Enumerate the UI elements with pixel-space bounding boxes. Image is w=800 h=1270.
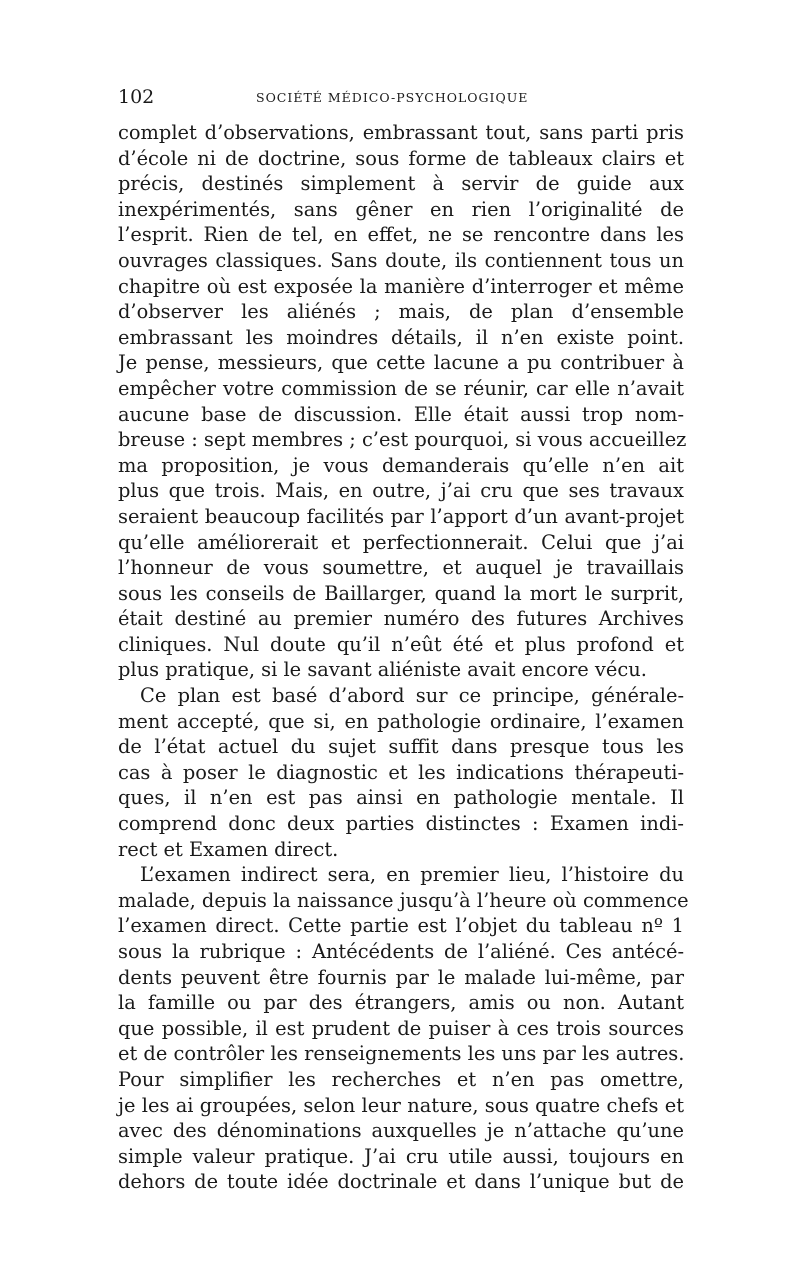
text-line: Je pense, messieurs, que cette lacune a pu contribuer à bbox=[118, 351, 684, 375]
text-line: cliniques. Nul doute qu’il n’eût été et plus profond et bbox=[118, 632, 684, 656]
text-line: complet d’observations, embrassant tout, sans parti pris bbox=[118, 121, 684, 144]
text-line: l’examen direct. Cette partie est l’objet du tableau nº 1 bbox=[118, 914, 684, 938]
page-number: 102 bbox=[118, 86, 155, 108]
text-line: empêcher votre commission de se réunir, car elle n’avait bbox=[118, 376, 684, 400]
text-line: que possible, il est prudent de puiser à ces trois sources bbox=[118, 1016, 684, 1040]
text-line: cas à poser le diagnostic et les indications thérapeuti- bbox=[118, 760, 684, 784]
text-line: avec des dénominations auxquelles je n’attache qu’une bbox=[118, 1119, 684, 1143]
text-line: chapitre où est exposée la manière d’interroger et même bbox=[118, 274, 684, 298]
text-line: sous les conseils de Baillarger, quand la mort le surprit, bbox=[118, 581, 684, 605]
text-line: Pour simplifier les recherches et n’en pas omettre, bbox=[118, 1067, 684, 1091]
running-title: SOCIÉTÉ MÉDICO-PSYCHOLOGIQUE bbox=[256, 90, 529, 105]
text-line: d’observer les aliénés ; mais, de plan d’ensemble bbox=[118, 300, 684, 324]
body-text bbox=[118, 120, 689, 1195]
text-line: dehors de toute idée doctrinale et dans l’unique but de bbox=[118, 1170, 684, 1194]
text-line: simple valeur pratique. J’ai cru utile aussi, toujours en bbox=[118, 1144, 684, 1168]
text-line: L’examen indirect sera, en premier lieu, l’histoire du bbox=[140, 863, 684, 887]
text-line: la famille ou par des étrangers, amis ou non. Autant bbox=[118, 991, 684, 1015]
text-line: ment accepté, que si, en pathologie ordinaire, l’examen bbox=[118, 709, 684, 733]
text-line: plus pratique, si le savant aliéniste avait encore vécu. bbox=[118, 658, 647, 682]
text-line: l’honneur de vous soumettre, et auquel je travaillais bbox=[118, 556, 684, 580]
text-line: breuse : sept membres ; c’est pourquoi, si vous accueillez bbox=[118, 428, 687, 452]
text-line: plus que trois. Mais, en outre, j’ai cru que ses travaux bbox=[118, 479, 684, 503]
text-line: Ce plan est basé d’abord sur ce principe, générale- bbox=[140, 684, 684, 708]
text-line: inexpérimentés, sans gêner en rien l’originalité de bbox=[118, 197, 684, 221]
text-line: malade, depuis la naissance jusqu’à l’heure où commence bbox=[118, 888, 689, 912]
text-line: et de contrôler les renseignements les uns par les autres. bbox=[118, 1042, 685, 1066]
text-line: était destiné au premier numéro des futures Archives bbox=[118, 607, 684, 631]
text-line: embrassant les moindres détails, il n’en existe point. bbox=[118, 325, 684, 349]
text-line: aucune base de discussion. Elle était aussi trop nom- bbox=[118, 402, 684, 426]
text-line: rect et Examen direct. bbox=[118, 837, 339, 861]
text-line: ouvrages classiques. Sans doute, ils contiennent tous un bbox=[118, 248, 684, 272]
text-line: ma proposition, je vous demanderais qu’elle n’en ait bbox=[118, 453, 684, 477]
text-line: l’esprit. Rien de tel, en effet, ne se rencontre dans les bbox=[118, 223, 684, 247]
text-line: je les ai groupées, selon leur nature, sous quatre chefs et bbox=[118, 1093, 684, 1117]
text-line: d’école ni de doctrine, sous forme de tableaux clairs et bbox=[118, 146, 684, 170]
text-line: dents peuvent être fournis par le malade lui-même, par bbox=[118, 965, 684, 989]
text-line: sous la rubrique : Antécédents de l’aliéné. Ces antécé- bbox=[118, 940, 684, 963]
text-line: précis, destinés simplement à servir de guide aux bbox=[118, 172, 684, 196]
text-line: comprend donc deux parties distinctes : Examen indi- bbox=[118, 812, 684, 836]
text-line: qu’elle améliorerait et perfectionnerait. Celui que j’ai bbox=[118, 530, 684, 554]
text-line: de l’état actuel du sujet suffit dans presque tous les bbox=[118, 735, 684, 759]
text-line: seraient beaucoup facilités par l’apport d’un avant-projet bbox=[118, 504, 684, 528]
book-page bbox=[118, 86, 689, 1195]
page-header bbox=[118, 86, 684, 112]
text-line: ques, il n’en est pas ainsi en pathologie mentale. Il bbox=[118, 786, 684, 810]
